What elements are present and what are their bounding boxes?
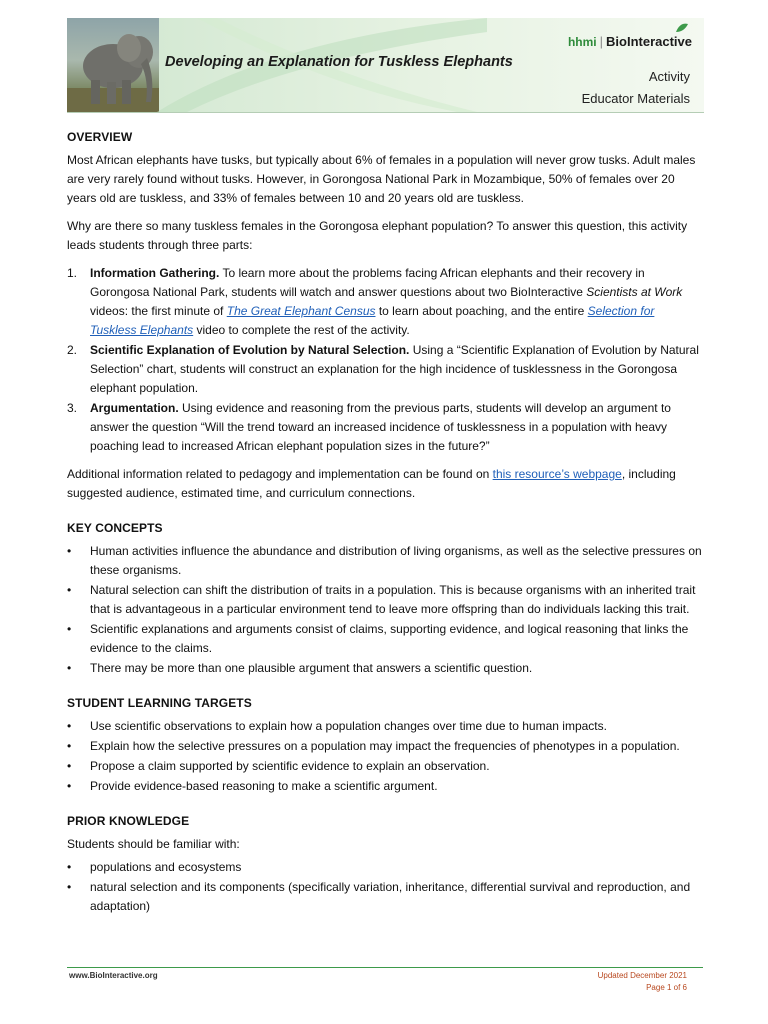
footer-divider [67,967,703,968]
part-2 [67,341,703,398]
list-item: • There may be more than one plausible argument that answers a scientific question. [67,659,703,678]
resource-webpage-link[interactable]: this resource’s webpage [492,467,622,481]
list-item: • Human activities influence the abundance and distribution of living organisms, as well as the selective pressures on these organisms. [67,544,702,577]
overview-heading: OVERVIEW [67,130,133,144]
part-text: Using a “Scientific Explanation of Evolution by Natural Selection” chart, students will construct an explanation for the high incidence of tusklessness in the Gorongosa elephant population. [90,343,699,395]
list-item: • natural selection and its components (specifically variation, inheritance, differential survival and reproduction, and adaptation) [67,880,691,913]
series-name: Scientists at Work [586,285,683,299]
bullet: • [67,544,72,558]
selection-tuskless-elephants-link[interactable]: Selection for Tuskless Elephants [90,304,655,337]
part-title: Information Gathering. [90,266,220,280]
prior-knowledge-heading: PRIOR KNOWLEDGE [67,814,190,828]
hhmi-logo-text: hhmi [567,35,597,49]
leaf-icon [674,22,690,34]
part-title: Scientific Explanation of Evolution by Natural Selection. [90,343,410,357]
bullet: • [67,661,72,675]
footer-meta [598,970,687,994]
prior-knowledge-intro: Students should be familiar with: [67,837,240,851]
bullet: • [67,583,72,597]
part-text: videos: the first minute of [90,304,227,318]
list-number: 3. [67,401,78,415]
header-banner [67,18,704,113]
part-text: To learn more about the problems facing African elephants and their recovery in Gorongosa National Park, students will watch and answer questions about two BioInteractive [90,266,645,299]
bullet: • [67,719,72,733]
prior-knowledge-list [67,858,703,916]
updated-date: Updated December 2021 [597,971,687,980]
part-text: video to complete the rest of the activity. [193,323,410,337]
part-text: to learn about poaching, and the entire [375,304,588,318]
great-elephant-census-link[interactable]: The Great Elephant Census [226,304,376,318]
list-number: 1. [67,266,78,280]
learning-targets-list [67,717,703,796]
page-number: Page 1 of 6 [646,983,687,992]
doc-type: Activity [648,69,690,84]
footer-site: www.BioInteractive.org [69,971,158,980]
audience-label: Educator Materials [581,91,690,106]
list-item: • Propose a claim supported by scientific evidence to explain an observation. [67,757,703,776]
part-1 [67,264,703,340]
list-item: • Provide evidence-based reasoning to make a scientific argument. [67,777,703,796]
biointeractive-logo: hhmi | BioInteractive [568,32,692,52]
part-title: Argumentation. [90,401,179,415]
bullet: • [67,779,72,793]
key-concepts-heading: KEY CONCEPTS [67,521,163,535]
overview-paragraph-2: Why are there so many tuskless females in the Gorongosa elephant population? To answer this question, this activity leads students through three parts: [67,219,688,252]
list-item: • populations and ecosystems [67,858,703,877]
learning-targets-heading: STUDENT LEARNING TARGETS [67,696,252,710]
biointeractive-logo-text: BioInteractive [606,34,692,49]
overview-paragraph-1: Most African elephants have tusks, but typically about 6% of females in a population will never grow tusks. Adult males are very rarely found without tusks. However, in Gorongosa National Park in Mozambique, 50% of females over 20 years old are tuskless, and 33% of females between 10 and 20 years old are tuskless. [67,153,696,205]
bullet: • [67,880,72,894]
key-concepts-list [67,542,703,678]
bullet: • [67,759,72,773]
list-item: • Scientific explanations and arguments consist of claims, supporting evidence, and logical reasoning that links the evidence to the claims. [67,622,689,655]
list-item: • Explain how the selective pressures on a population may impact the frequencies of phenotypes in a population. [67,737,703,756]
part-text: Using evidence and reasoning from the previous parts, students will develop an argument to answer the question “Will the trend toward an increased incidence of tusklessness in a population with heavy poaching lead to increased African elephant population sizes in the future?” [90,401,671,453]
bullet: • [67,860,72,874]
page-title: Developing an Explanation for Tuskless Elephants [165,54,513,70]
bullet: • [67,739,72,753]
elephant-photo [67,18,159,112]
overview-paragraph-3: Additional information related to pedagogy and implementation can be found on this resource’s webpage, including suggested audience, estimated time, and curriculum connections. [67,467,676,500]
list-item: • Use scientific observations to explain how a population changes over time due to human impacts. [67,717,703,736]
parts-list [67,264,703,456]
bullet: • [67,622,72,636]
main-content [67,128,703,916]
list-number: 2. [67,343,78,357]
part-3 [67,399,703,456]
list-item: • Natural selection can shift the distribution of traits in a population. This is because organisms with an inherited trait that is advantageous in a particular environment tend to leave more offspring than do individuals lacking this trait. [67,583,696,616]
